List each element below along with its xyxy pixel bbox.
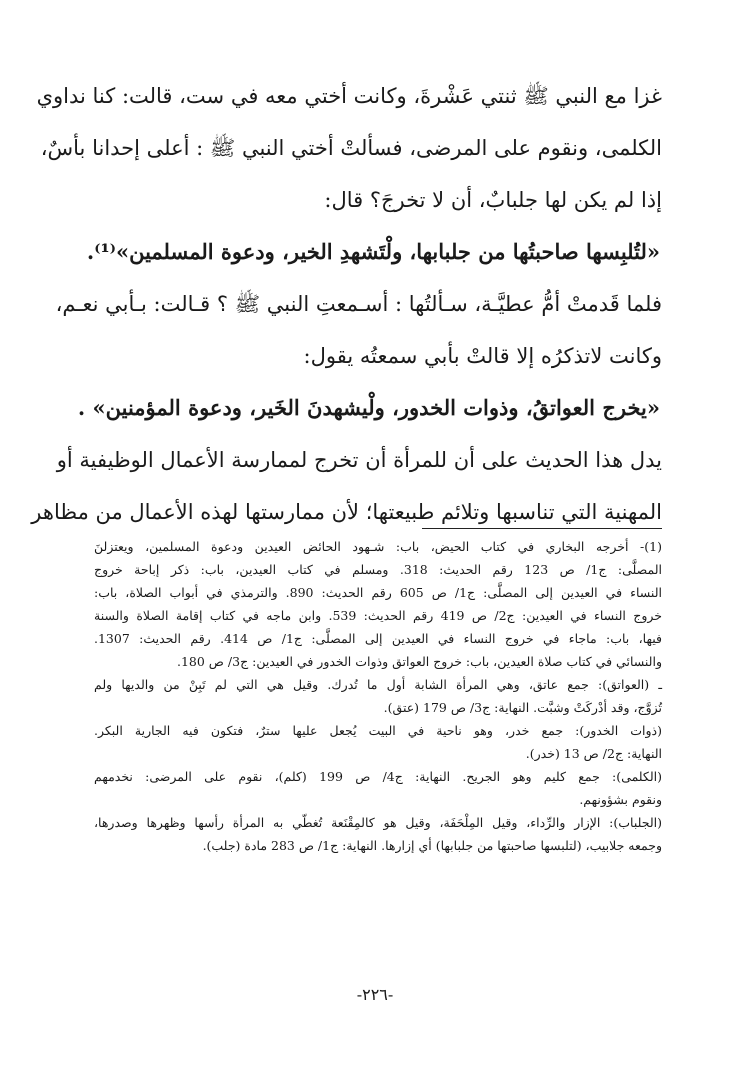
hadith-quote: «لتُلبِسها صاحبتُها من جلبابها، ولْتَشهدِ الخير، ودعوة المسلمين»⁽¹⁾. bbox=[86, 239, 660, 264]
footnote-line: ونقوم بشؤونهم. bbox=[579, 792, 662, 807]
footnote-line: والنسائي في كتاب صلاة العيدين، باب: خروج العواتق وذوات الخدور في العيدين: ج3/ ص 180. bbox=[176, 654, 662, 669]
footnote-line: خروج النساء في العيدين: ج2/ ص 419 رقم الحديث: 539. وابن ماجه في كتاب إقامة الصلاة والسنة bbox=[94, 608, 662, 623]
text-line: إذا لم يكن لها جلبابٌ، أن لا تخرجَ؟ قال: bbox=[324, 188, 662, 212]
footnotes bbox=[94, 535, 662, 857]
text-line: الكلمى، ونقوم على المرضى، فسألتْ أختي النبي ﷺ : أعلى إحدانا بأسٌ، bbox=[40, 136, 662, 160]
footnote-divider bbox=[422, 528, 662, 529]
text-line: يدل هذا الحديث على أن للمرأة أن تخرج لممارسة الأعمال الوظيفية أو bbox=[56, 448, 662, 472]
text-line: فلما قَدمتْ أمُّ عطيَّـة، سـألتُها : أسـمعتِ النبي ﷺ ؟ قـالت: بـأبي نعـم، bbox=[55, 292, 662, 316]
footnote-line: المصلَّى: ج1/ ص 123 رقم الحديث: 318. ومسلم في كتاب العيدين، باب: ذكر إباحة خروج bbox=[94, 562, 662, 577]
footnote-line: وجمعه جلابيب، (لتلبسها صاحبتها من جلبابها) أي إزارها. النهاية: ج1/ ص 283 مادة (جلب). bbox=[202, 838, 662, 853]
text-line: غزا مع النبي ﷺ ثنتي عَشْرةَ، وكانت أختي معه في ست، قالت: كنا نداوي bbox=[36, 84, 662, 108]
footnote-line: فيها، باب: ماجاء في خروج النساء في العيدين إلى المصلَّى: ج1/ ص 414. رقم الحديث: 1307. bbox=[94, 631, 662, 646]
footnote-line: تُزوَّج، وقد أدْركَتْ وشبَّت. النهاية: ج3/ ص 179 (عتق). bbox=[383, 700, 662, 715]
footnote-line: (1)- أخرجه البخاري في كتاب الحيض، باب: شـهود الحائض العيدين ودعوة المسلمين، ويعتزلنَ bbox=[94, 539, 662, 554]
page-number: -٢٢٦- bbox=[356, 985, 394, 1004]
text-line: المهنية التي تناسبها وتلائم طبيعتها؛ لأن ممارستها لهذه الأعمال من مظاهر bbox=[31, 500, 662, 524]
footnote-line: ـ (العواتق): جمع عاتق، وهي المرأة الشابة أول ما تُدرك. وقيل هي التي لم تَبِنْ من والديها ولم bbox=[94, 677, 662, 692]
footnote-line: (الجلباب): الإزار والرِّداء، وقيل المِلْحَفَة، وقيل هو كالمِقْنَعة تُغطّي به المرأة رأسها وظهرها وصدرها، bbox=[94, 815, 662, 830]
text-line: وكانت لاتذكرُه إلا قالتْ بأبي سمعتُه يقول: bbox=[303, 344, 662, 368]
footnote-line: (ذوات الخدور): جمع خدر، وهو ناحية في البيت يُجعل عليها سترٌ، فتكون فيه الجارية البكر. bbox=[94, 723, 662, 738]
hadith-quote: «يخرج العواتقُ، وذوات الخدور، ولْيشهدنَ الخَير، ودعوة المؤمنين» . bbox=[77, 395, 660, 420]
footnote-line: النهاية: ج2/ ص 13 (خدر). bbox=[525, 746, 662, 761]
footnote-line: (الكلمى): جمع كليم وهو الجريح. النهاية: ج4/ ص 199 (كلم)، نقوم على المرضى: نخدمهم bbox=[94, 769, 662, 784]
main-text bbox=[31, 70, 662, 538]
footnote-line: النساء في العيدين إلى المصلَّى: ج1/ ص 605 رقم الحديث: 890. والترمذي في أبواب الصلاة، باب: bbox=[94, 585, 662, 600]
